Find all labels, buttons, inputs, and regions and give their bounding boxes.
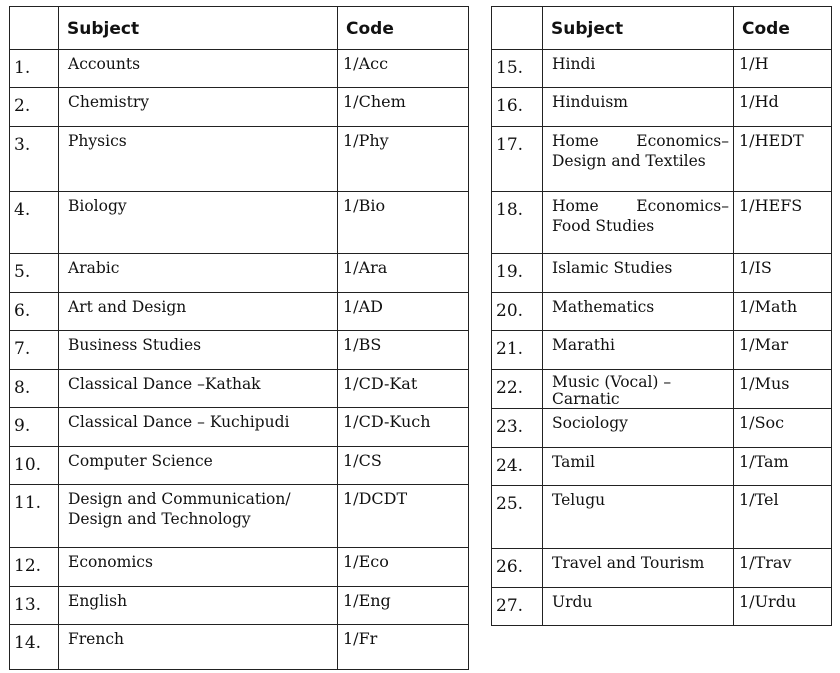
header-code: Code (338, 7, 469, 50)
subject-code: 1/Mus (734, 370, 832, 409)
table-header-row (10, 7, 469, 50)
subject-code: 1/Soc (734, 409, 832, 448)
table-row (492, 293, 832, 331)
subject-name: Classical Dance –Kathak (59, 370, 338, 408)
table-row (10, 127, 469, 192)
subject-code: 1/Math (734, 293, 832, 331)
table-row (10, 370, 469, 408)
subject-name: English (59, 587, 338, 625)
subject-name: Economics (59, 548, 338, 587)
subject-code: 1/Ara (338, 254, 469, 293)
subject-code-table-left (9, 6, 469, 670)
table-row (492, 50, 832, 88)
subject-name-text: Music (Vocal) – Carnatic (552, 373, 672, 408)
subject-name-text: Home Economics– Food Studies (552, 197, 729, 235)
row-number: 18. (492, 192, 543, 254)
subject-code: 1/Mar (734, 331, 832, 370)
row-number: 13. (10, 587, 59, 625)
subject-code: 1/HEFS (734, 192, 832, 254)
table-row (10, 50, 469, 88)
subject-name: Hinduism (543, 88, 734, 127)
row-number: 15. (492, 50, 543, 88)
table-row (10, 254, 469, 293)
subject-code: 1/CS (338, 447, 469, 485)
subject-name-text: Home Economics– Design and Textiles (552, 132, 729, 170)
table-row (492, 88, 832, 127)
row-number: 17. (492, 127, 543, 192)
subject-code: 1/Hd (734, 88, 832, 127)
subject-code: 1/Tam (734, 448, 832, 486)
table-row (492, 192, 832, 254)
subject-code: 1/HEDT (734, 127, 832, 192)
row-number: 21. (492, 331, 543, 370)
row-number: 11. (10, 485, 59, 548)
table-header-row (492, 7, 832, 50)
subject-name: Urdu (543, 588, 734, 626)
table-row (492, 331, 832, 370)
subject-name: Telugu (543, 486, 734, 549)
table-row (492, 254, 832, 293)
subject-name: Islamic Studies (543, 254, 734, 293)
table-row (10, 408, 469, 447)
subject-code: 1/BS (338, 331, 469, 370)
table-row (10, 587, 469, 625)
table-row (10, 88, 469, 127)
subject-code: 1/IS (734, 254, 832, 293)
table-row (10, 192, 469, 254)
table-row (10, 447, 469, 485)
row-number: 2. (10, 88, 59, 127)
subject-name: Computer Science (59, 447, 338, 485)
row-number: 25. (492, 486, 543, 549)
table-row (492, 588, 832, 626)
subject-name (543, 370, 734, 409)
row-number: 16. (492, 88, 543, 127)
row-number: 22. (492, 370, 543, 409)
table-row (492, 549, 832, 588)
subject-name: Accounts (59, 50, 338, 88)
table-row (492, 448, 832, 486)
row-number: 4. (10, 192, 59, 254)
subject-code: 1/Eng (338, 587, 469, 625)
subject-code: 1/Acc (338, 50, 469, 88)
table-row (10, 331, 469, 370)
subject-code: 1/Phy (338, 127, 469, 192)
table-row (492, 409, 832, 448)
row-number: 26. (492, 549, 543, 588)
subject-name: Chemistry (59, 88, 338, 127)
subject-name: Physics (59, 127, 338, 192)
subject-name: Tamil (543, 448, 734, 486)
header-code: Code (734, 7, 832, 50)
subject-code: 1/CD-Kuch (338, 408, 469, 447)
subject-code: 1/Bio (338, 192, 469, 254)
table-row (10, 548, 469, 587)
subject-name: Travel and Tourism (543, 549, 734, 588)
row-number: 10. (10, 447, 59, 485)
subject-name (543, 192, 734, 254)
header-subject: Subject (543, 7, 734, 50)
row-number: 12. (10, 548, 59, 587)
table-row (10, 625, 469, 670)
subject-code: 1/H (734, 50, 832, 88)
subject-code: 1/Trav (734, 549, 832, 588)
subject-code: 1/Chem (338, 88, 469, 127)
row-number: 27. (492, 588, 543, 626)
header-number (10, 7, 59, 50)
subject-name: Business Studies (59, 331, 338, 370)
row-number: 20. (492, 293, 543, 331)
row-number: 23. (492, 409, 543, 448)
subject-name (543, 127, 734, 192)
row-number: 3. (10, 127, 59, 192)
subject-name: Sociology (543, 409, 734, 448)
subject-name: French (59, 625, 338, 670)
subject-name: Hindi (543, 50, 734, 88)
subject-code: 1/Urdu (734, 588, 832, 626)
table-row (10, 293, 469, 331)
subject-name: Biology (59, 192, 338, 254)
table-row (492, 370, 832, 409)
table-row (492, 486, 832, 549)
row-number: 14. (10, 625, 59, 670)
table-row (492, 127, 832, 192)
row-number: 6. (10, 293, 59, 331)
subject-code: 1/DCDT (338, 485, 469, 548)
row-number: 7. (10, 331, 59, 370)
subject-code: 1/Tel (734, 486, 832, 549)
header-subject: Subject (59, 7, 338, 50)
subject-code: 1/Eco (338, 548, 469, 587)
subject-name: Art and Design (59, 293, 338, 331)
subject-code: 1/AD (338, 293, 469, 331)
row-number: 8. (10, 370, 59, 408)
row-number: 1. (10, 50, 59, 88)
subject-code: 1/Fr (338, 625, 469, 670)
subject-name: Classical Dance – Kuchipudi (59, 408, 338, 447)
header-number (492, 7, 543, 50)
row-number: 9. (10, 408, 59, 447)
subject-name: Mathematics (543, 293, 734, 331)
row-number: 5. (10, 254, 59, 293)
row-number: 24. (492, 448, 543, 486)
subject-code: 1/CD-Kat (338, 370, 469, 408)
table-row (10, 485, 469, 548)
subject-name: Design and Communication/ Design and Technology (59, 485, 338, 548)
subject-code-table-right (491, 6, 832, 626)
subject-name: Arabic (59, 254, 338, 293)
subject-name: Marathi (543, 331, 734, 370)
row-number: 19. (492, 254, 543, 293)
